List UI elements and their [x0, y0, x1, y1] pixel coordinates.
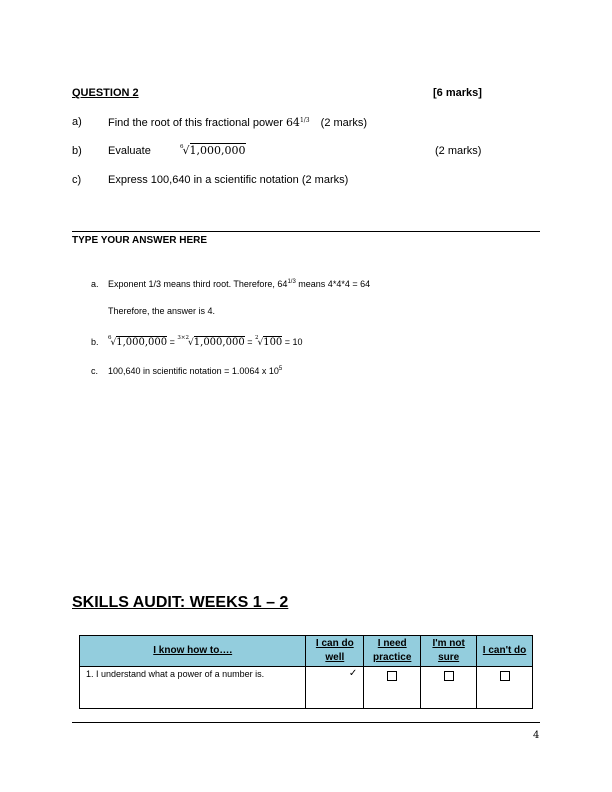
- row-statement: 1. I understand what a power of a number is.: [80, 667, 306, 709]
- answer-b-marker: b.: [91, 337, 99, 347]
- part-a-marks: (2 marks): [320, 117, 368, 129]
- page-number: 4: [533, 730, 540, 741]
- checkmark-icon: ✓: [348, 668, 358, 679]
- cell-not-sure[interactable]: [421, 667, 477, 709]
- table-row: [80, 667, 533, 709]
- answer-b-rad1: 1,000,000: [116, 337, 168, 348]
- part-a-label: Find the root of this fractional power: [108, 117, 283, 129]
- part-b-marks: (2 marks): [435, 145, 482, 157]
- empty-checkbox-icon[interactable]: [444, 671, 454, 681]
- header-can-do-well: I can do well: [306, 636, 364, 667]
- skills-audit-title: SKILLS AUDIT: WEEKS 1 – 2: [72, 594, 289, 611]
- answer-a-line1-exp: 1/3: [287, 279, 296, 285]
- part-a-base: 64: [285, 116, 300, 129]
- part-b-letter: b): [72, 145, 82, 157]
- part-a-text: [108, 116, 367, 129]
- radical-icon: √: [257, 338, 264, 348]
- part-a-letter: a): [72, 116, 82, 128]
- empty-checkbox-icon[interactable]: [387, 671, 397, 681]
- radical-icon: √: [182, 144, 190, 157]
- answer-b-eq1: =: [167, 337, 178, 347]
- radical-icon: √: [110, 338, 117, 348]
- question-title: QUESTION 2: [72, 87, 139, 99]
- answer-a-line2: Therefore, the answer is 4.: [108, 306, 216, 316]
- header-cant-do: I can't do: [477, 636, 533, 667]
- part-b-radicand: 1,000,000: [189, 144, 246, 157]
- skills-audit-table: [79, 635, 533, 709]
- answer-a-line1: [108, 279, 370, 289]
- footer-divider: [72, 722, 540, 723]
- radical-icon: √: [188, 338, 194, 348]
- part-c-text: Express 100,640 in a scientific notation (2 marks): [108, 174, 349, 186]
- header-not-sure: I'm not sure: [421, 636, 477, 667]
- table-header-row: [80, 636, 533, 667]
- cell-cant-do[interactable]: [477, 667, 533, 709]
- part-b-root-index: 6: [180, 144, 184, 150]
- part-c-letter: c): [72, 174, 82, 186]
- answer-b-idx3: 2: [254, 335, 259, 341]
- answer-a-line1-post: means 4*4*4 = 64: [295, 279, 371, 289]
- header-know-how: I know how to….: [80, 636, 306, 667]
- answer-divider: [72, 231, 540, 232]
- empty-checkbox-icon[interactable]: [500, 671, 510, 681]
- part-b-radical: [180, 144, 246, 157]
- answer-c-line: [108, 366, 282, 376]
- question-marks: [6 marks]: [433, 87, 482, 99]
- header-need-practice: I need practice: [364, 636, 421, 667]
- answer-c-text: 100,640 in scientific notation = 1.0064 x 10: [108, 366, 279, 376]
- cell-need-practice[interactable]: [364, 667, 421, 709]
- answer-c-marker: c.: [91, 366, 99, 376]
- part-b-text: Evaluate: [108, 145, 151, 157]
- answer-b-eq3: = 10: [282, 337, 303, 347]
- answer-b-eq2: =: [244, 337, 255, 347]
- part-a-exponent: 1/3: [299, 117, 310, 124]
- answer-heading: TYPE YOUR ANSWER HERE: [72, 235, 208, 246]
- answer-b-rad2: 1,000,000: [193, 337, 245, 348]
- answer-a-line1-pre: Exponent 1/3 means third root. Therefore, 64: [108, 279, 288, 289]
- answer-b-expression: [108, 335, 303, 348]
- answer-b-idx1: 6: [108, 335, 112, 341]
- cell-can-do-well[interactable]: [306, 667, 364, 709]
- answer-b-idx2: 3×2: [177, 335, 190, 341]
- answer-c-exp: 5: [278, 366, 283, 372]
- answer-b-rad3: 100: [263, 337, 283, 348]
- answer-a-marker: a.: [91, 279, 99, 289]
